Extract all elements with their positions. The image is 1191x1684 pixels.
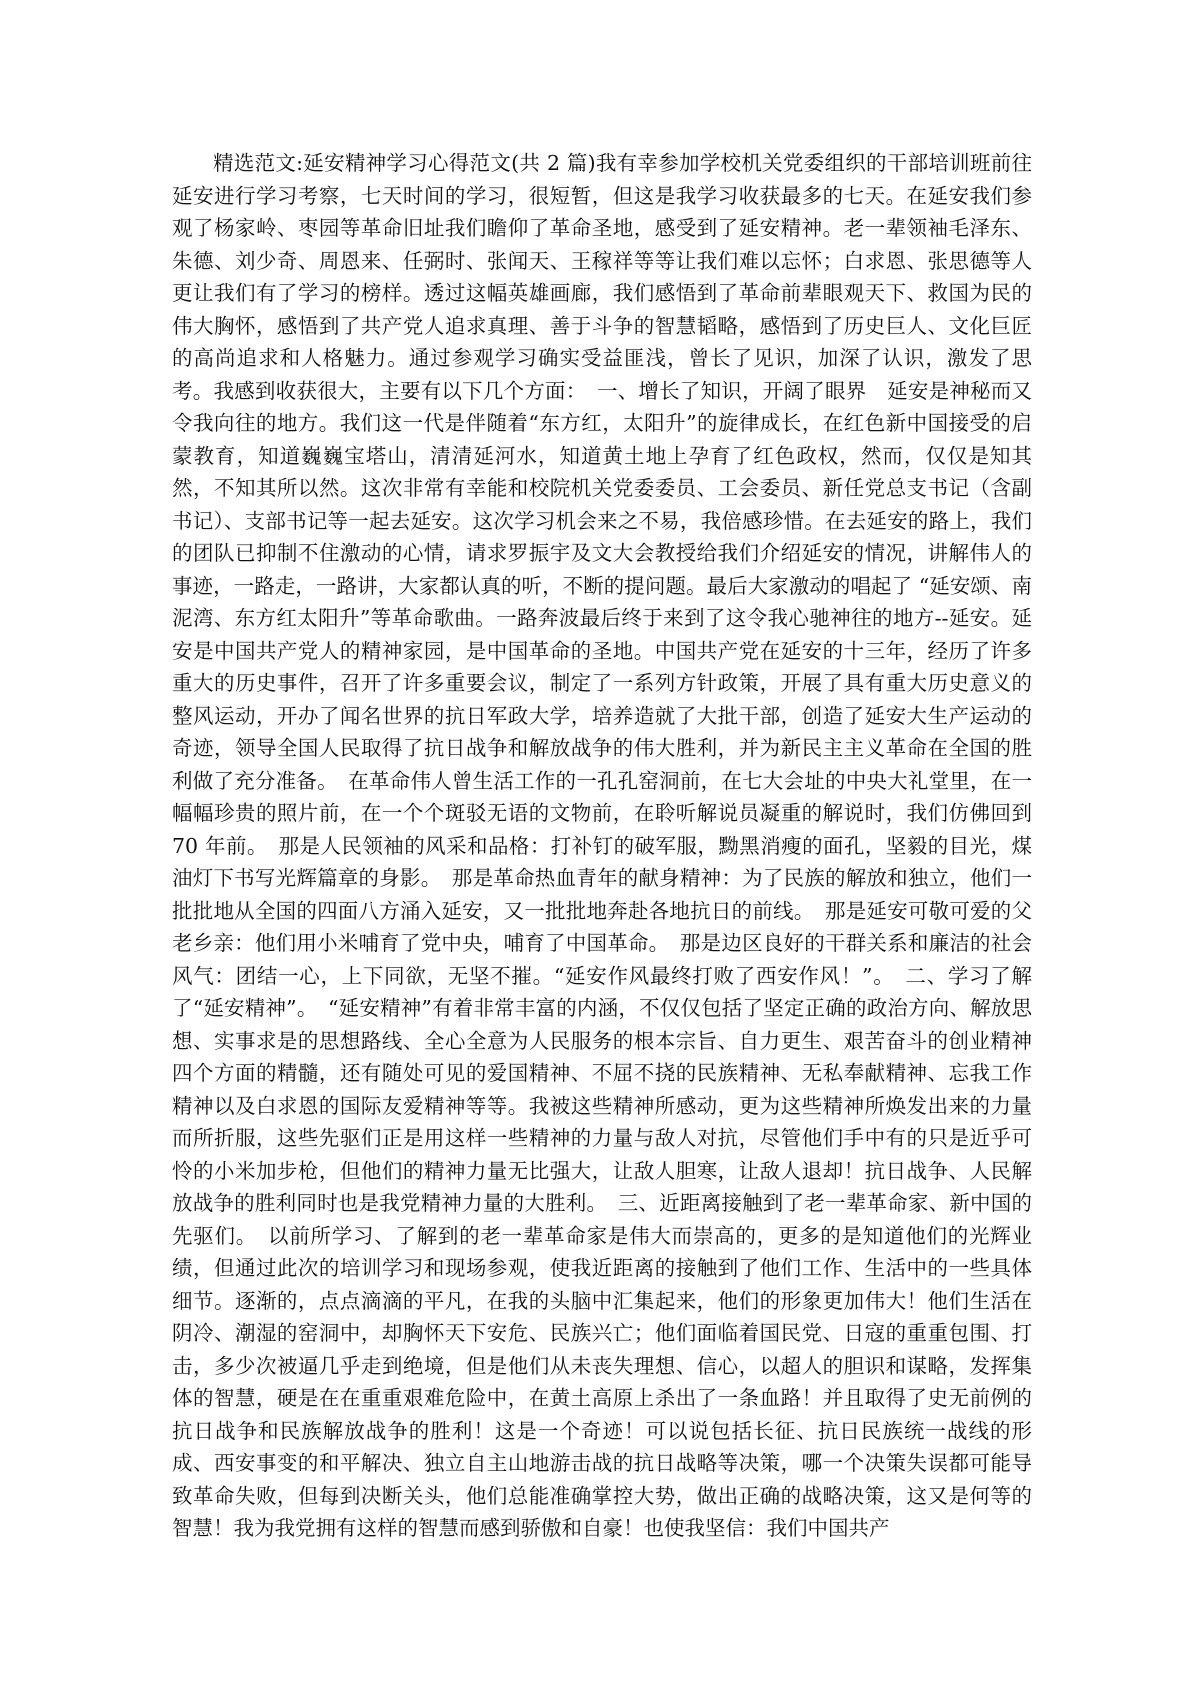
body-paragraph: 精选范文:延安精神学习心得范文(共 2 篇)我有幸参加学校机关党委组织的干部培训班前往延安进行学习考察，七天时间的学习，很短暂，但这是我学习收获最多的七天。在延安我们参观了杨家岭、枣园等革命旧址我们瞻仰了革命圣地，感受到了延安精神。老一辈领袖毛泽东、朱德、刘少奇、周恩来、任弼时、张闻天、王稼祥等等让我们难以忘怀；白求恩、张思德等人更让我们有了学习的榜样。透过这幅英雄画廊，我们感悟到了革命前辈眼观天下、救国为民的伟大胸怀，感悟到了共产党人追求真理、善于斗争的智慧韬略，感悟到了历史巨人、文化巨匠的高尚追求和人格魅力。通过参观学习确实受益匪浅，曾长了见识，加深了认识，激发了思考。我感到收获很大，主要有以下几个方面： 一、增长了知识，开阔了眼界 延安是神秘而又令我向往的地方。我们这一代是伴随着“东方红，太阳升”的旋律成长，在红色新中国接受的启蒙教育，知道巍巍宝塔山，清清延河水，知道黄土地上孕育了红色政权，然而，仅仅是知其然，不知其所以然。这次非常有幸能和校院机关党委委员、工会委员、新任党总支书记（含副书记）、支部书记等一起去延安。这次学习机会来之不易，我倍感珍惜。在去延安的路上，我们的团队已抑制不住激动的心情，请求罗振宇及文大会教授给我们介绍延安的情况，讲解伟人的事迹，一路走，一路讲，大家都认真的听，不断的提问题。最后大家激动的唱起了 “延安颂、南泥湾、东方红太阳升”等革命歌曲。一路奔波最后终于来到了这令我心驰神往的地方--延安。延安是中国共产党人的精神家园，是中国革命的圣地。中国共产党在延安的十三年，经历了许多重大的历史事件，召开了许多重要会议，制定了一系列方针政策，开展了具有重大历史意义的整风运动，开办了闻名世界的抗日军政大学，培养造就了大批干部，创造了延安大生产运动的奇迹，领导全国人民取得了抗日战争和解放战争的伟大胜利，并为新民主主义革命在全国的胜利做了充分准备。 在革命伟人曾生活工作的一孔孔窑洞前，在七大会址的中央大礼堂里，在一幅幅珍贵的照片前，在一个个斑驳无语的文物前，在聆听解说员凝重的解说时，我们仿佛回到 70 年前。 那是人民领袖的风采和品格：打补钉的破军服，黝黑消瘦的面孔，坚毅的目光，煤油灯下书写光辉篇章的身影。 那是革命热血青年的献身精神：为了民族的解放和独立，他们一批批地从全国的四面八方涌入延安，又一批批地奔赴各地抗日的前线。 那是延安可敬可爱的父老乡亲：他们用小米哺育了党中央，哺育了中国革命。 那是边区良好的干群关系和廉洁的社会风气：团结一心，上下同欲，无坚不摧。“延安作风最终打败了西安作风！”。 二、学习了解了“延安精神”。 “延安精神”有着非常丰富的内涵，不仅仅包括了坚定正确的政治方向、解放思想、实事求是的思想路线、全心全意为人民服务的根本宗旨、自力更生、艰苦奋斗的创业精神四个方面的精髓，还有随处可见的爱国精神、不屈不挠的民族精神、无私奉献精神、忘我工作精神以及白求恩的国际友爱精神等等。我被这些精神所感动，更为这些精神所焕发出来的力量而所折服，这些先驱们正是用这样一些精神的力量与敌人对抗，尽管他们手中有的只是近乎可怜的小米加步枪，但他们的精神力量无比强大，让敌人胆寒，让敌人退却！抗日战争、人民解放战争的胜利同时也是我党精神力量的大胜利。 三、近距离接触到了老一辈革命家、新中国的先驱们。 以前所学习、了解到的老一辈革命家是伟大而崇高的，更多的是知道他们的光辉业绩，但通过此次的培训学习和现场参观，使我近距离的接触到了他们工作、生活中的一些具体细节。逐渐的，点点滴滴的平凡，在我的头脑中汇集起来，他们的形象更加伟大！他们生活在阴冷、潮湿的窑洞中，却胸怀天下安危、民族兴亡；他们面临着国民党、日寇的重重包围、打击，多少次被逼几乎走到绝境，但是他们从未丧失理想、信心，以超人的胆识和谋略，发挥集体的智慧，硬是在在重重艰难危险中，在黄土高原上杀出了一条血路！并且取得了史无前例的抗日战争和民族解放战争的胜利！这是一个奇迹！可以说包括长征、抗日民族统一战线的形成、西安事变的和平解决、独立自主山地游击战的抗日战略等决策，哪一个决策失误都可能导致革命失败，但每到决断关头，他们总能准确掌控大势，做出正确的战略决策，这又是何等的智慧！我为我党拥有这样的智慧而感到骄傲和自豪！也使我坚信：我们中国共产 xyxy=(172,151,1032,1540)
